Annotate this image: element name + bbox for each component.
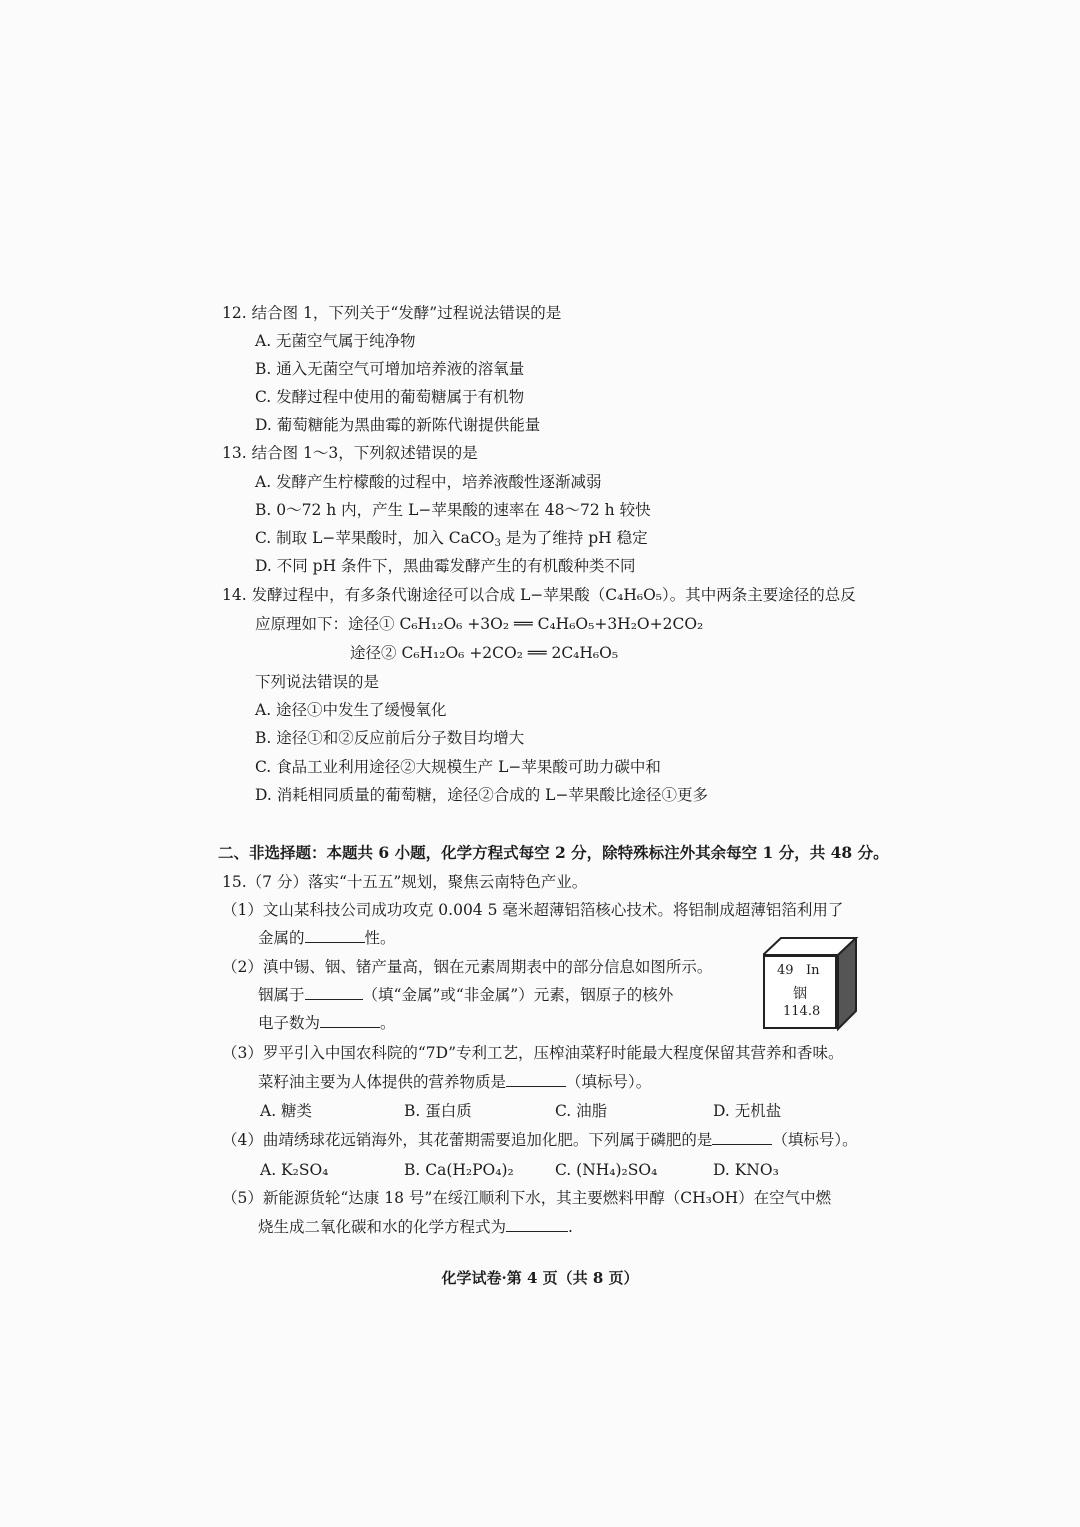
page-footer: 化学试卷·第 4 页（共 8 页） <box>441 1269 639 1287</box>
q15-part5-line2: 烧生成二氧化碳和水的化学方程式为 . <box>258 1218 573 1236</box>
q14-equation-2: C₆H₁₂O₆ +2CO₂ ══ 2C₄H₆O₅ <box>401 644 619 662</box>
element-name: 铟 <box>793 986 807 1002</box>
q14-stem-line1: 14. 发酵过程中，有多条代谢途径可以合成 L−苹果酸（C₄H₆O₅）。其中两条主要途径的总反 <box>222 586 856 604</box>
answer-blank-2[interactable] <box>305 985 363 1000</box>
q15-part5-line1: （5）新能源货轮“达康 18 号”在绥江顺利下水，其主要燃料甲醇（CH₃OH）在空气中燃 <box>222 1189 832 1207</box>
q14-option-c: C. 食品工业利用途径②大规模生产 L−苹果酸可助力碳中和 <box>255 758 661 776</box>
q12-stem: 12. 结合图 1，下列关于“发酵”过程说法错误的是 <box>222 304 562 322</box>
q14-ask: 下列说法错误的是 <box>255 673 380 691</box>
q15-part2-line2: 铟属于 （填“金属”或“非金属”）元素，铟原子的核外 <box>258 986 674 1004</box>
q15-part3-line2: 菜籽油主要为人体提供的营养物质是 （填标号）。 <box>258 1073 652 1091</box>
q13-option-a: A. 发酵产生柠檬酸的过程中，培养液酸性逐渐减弱 <box>255 473 602 491</box>
answer-blank-6[interactable] <box>506 1217 568 1232</box>
q15-stem: 15.（7 分）落实“十五五”规划，聚焦云南特色产业。 <box>222 873 588 891</box>
q14-route1: 应原理如下：途径① C₆H₁₂O₆ +3O₂ ══ C₄H₆O₅+3H₂O+2CO₂ <box>255 615 704 633</box>
q15-part4-option-b: B. Ca(H₂PO₄)₂ <box>404 1161 514 1179</box>
q15-part4-option-a: A. K₂SO₄ <box>260 1161 329 1179</box>
atomic-mass: 114.8 <box>783 1004 821 1019</box>
q15-part3-option-b: B. 蛋白质 <box>404 1102 472 1120</box>
answer-blank-3[interactable] <box>320 1013 380 1028</box>
element-symbol: In <box>806 963 820 978</box>
q15-part1-line2: 金属的 性。 <box>258 929 396 947</box>
q13-stem: 13. 结合图 1～3，下列叙述错误的是 <box>222 444 478 462</box>
q15-part2-line1: （2）滇中锡、铟、锗产量高，铟在元素周期表中的部分信息如图所示。 <box>222 958 713 976</box>
q14-route2: 途径② C₆H₁₂O₆ +2CO₂ ══ 2C₄H₆O₅ <box>350 644 619 662</box>
answer-blank-4[interactable] <box>506 1072 566 1087</box>
q12-option-b: B. 通入无菌空气可增加培养液的溶氧量 <box>255 360 525 378</box>
q14-option-a: A. 途径①中发生了缓慢氧化 <box>255 701 447 719</box>
q15-part2-line3: 电子数为 。 <box>258 1014 396 1032</box>
atomic-number: 49 <box>777 963 794 978</box>
q15-part4-option-c: C. (NH₄)₂SO₄ <box>555 1161 658 1179</box>
indium-element-card <box>763 937 859 1033</box>
q15-part3-option-c: C. 油脂 <box>555 1102 608 1120</box>
q15-part1-line1: （1）文山某科技公司成功攻克 0.004 5 毫米超薄铝箔核心技术。将铝制成超薄铝箔利用了 <box>222 901 844 919</box>
q15-part3-option-a: A. 糖类 <box>260 1102 313 1120</box>
q14-equation-1: C₆H₁₂O₆ +3O₂ ══ C₄H₆O₅+3H₂O+2CO₂ <box>399 615 704 633</box>
q13-option-b: B. 0～72 h 内，产生 L−苹果酸的速率在 48～72 h 较快 <box>255 501 651 519</box>
q15-part3-line1: （3）罗平引入中国农科院的“7D”专利工艺，压榨油菜籽时能最大程度保留其营养和香味。 <box>222 1044 844 1062</box>
q15-part4-option-d: D. KNO₃ <box>713 1161 779 1179</box>
q14-option-d: D. 消耗相同质量的葡萄糖，途径②合成的 L−苹果酸比途径①更多 <box>255 786 708 804</box>
q13-option-c: C. 制取 L−苹果酸时，加入 CaCO$_3$ 是为了维持 pH 稳定 <box>255 529 648 549</box>
q12-option-d: D. 葡萄糖能为黑曲霉的新陈代谢提供能量 <box>255 416 541 434</box>
answer-blank-1[interactable] <box>305 928 365 943</box>
q15-part4-line1: （4）曲靖绣球花远销海外，其花蕾期需要追加化肥。下列属于磷肥的是 （填标号）。 <box>222 1131 858 1149</box>
answer-blank-5[interactable] <box>712 1130 772 1145</box>
q12-option-c: C. 发酵过程中使用的葡萄糖属于有机物 <box>255 388 525 406</box>
q12-option-a: A. 无菌空气属于纯净物 <box>255 332 416 350</box>
section2-heading: 二、非选择题：本题共 6 小题，化学方程式每空 2 分，除特殊标注外其余每空 1 分，共 48 分。 <box>218 843 889 862</box>
q13-option-d: D. 不同 pH 条件下，黑曲霉发酵产生的有机酸种类不同 <box>255 557 636 575</box>
q15-part3-option-d: D. 无机盐 <box>713 1102 782 1120</box>
q14-option-b: B. 途径①和②反应前后分子数目均增大 <box>255 729 525 747</box>
